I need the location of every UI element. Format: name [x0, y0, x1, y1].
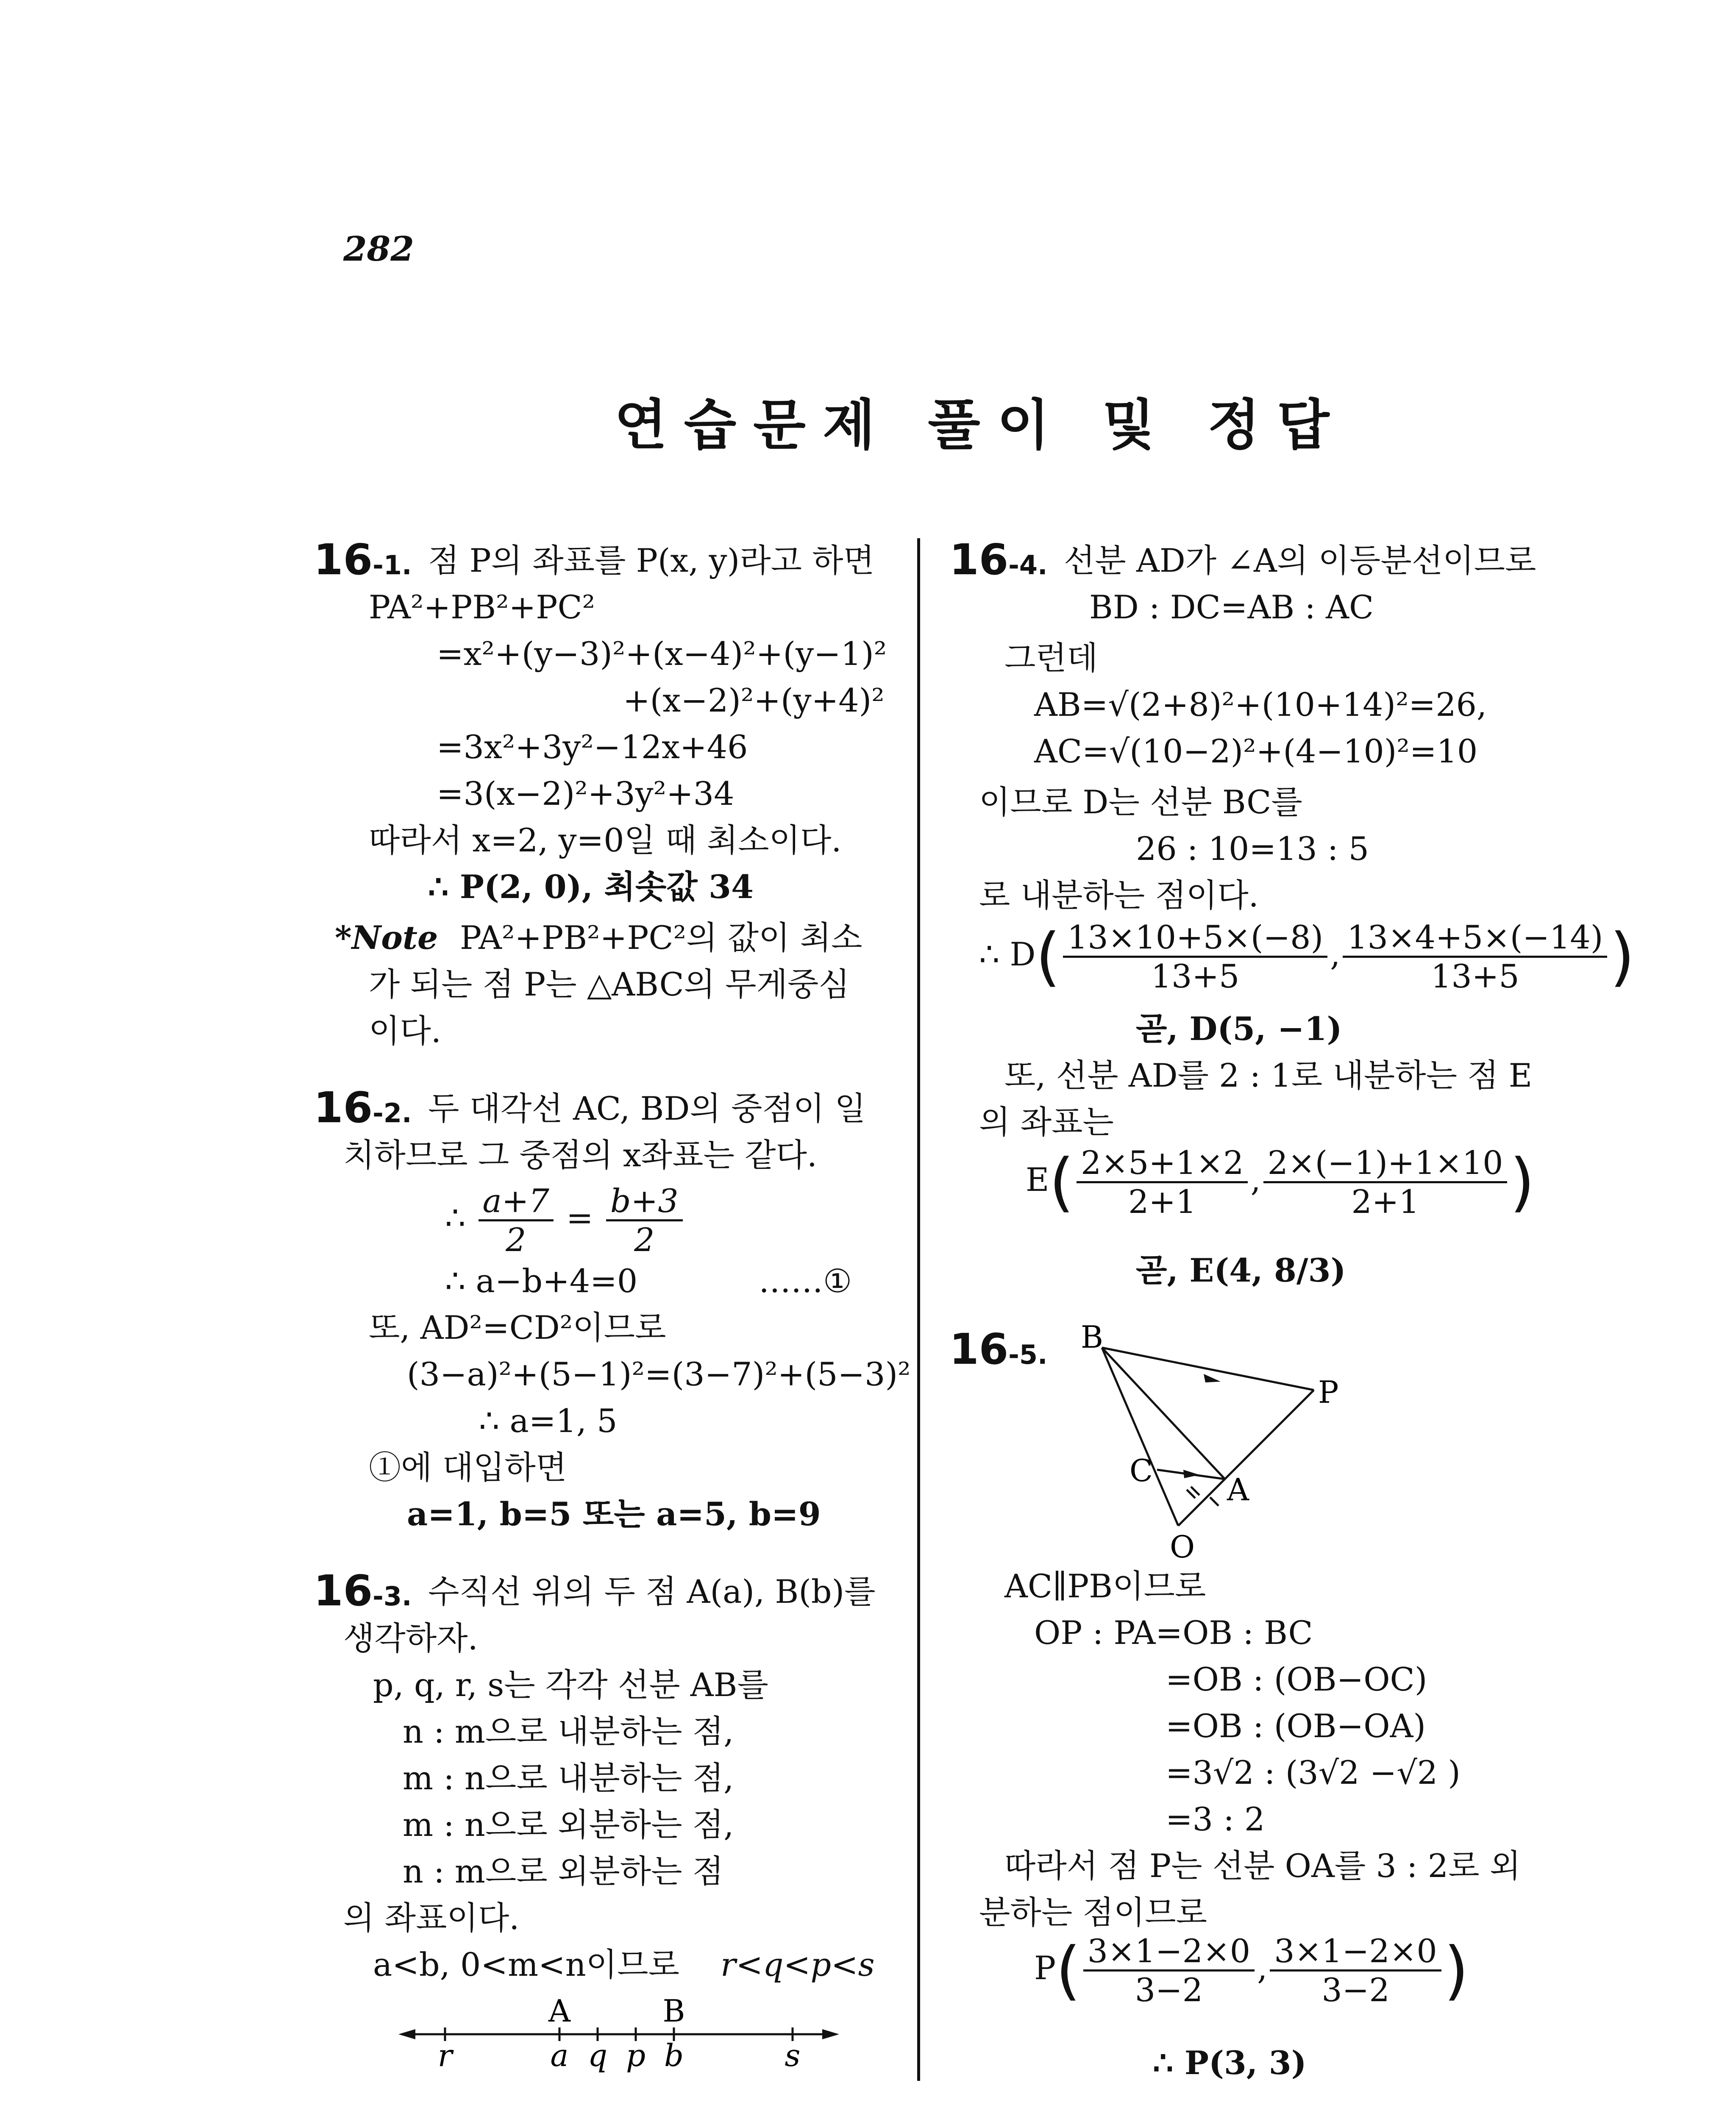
note-line: 가 되는 점 P는 △ABC의 무게중심	[369, 965, 850, 1003]
p4-line: 또, 선분 AD를 2 : 1로 내분하는 점 E	[1004, 1057, 1533, 1094]
p3-line: n : m으로 내분하는 점,	[403, 1713, 734, 1750]
arrow-icon	[1204, 1374, 1221, 1382]
tick-label-s: s	[785, 2038, 801, 2073]
p4-line: 곧, D(5, −1)	[1136, 1010, 1342, 1048]
p3-line: m : n으로 외분하는 점,	[403, 1806, 734, 1844]
tick-label-r: r	[437, 2038, 453, 2073]
p3-line: p, q, r, s는 각각 선분 AB를	[373, 1666, 768, 1704]
denominator: 2+1	[1128, 1183, 1196, 1221]
arrow-icon	[1183, 1470, 1199, 1478]
numerator: 2×(−1)+1×10	[1263, 1144, 1508, 1183]
p4-line: 곧, E(4, 8/3)	[1136, 1251, 1346, 1289]
p4-line: 이므로 D는 선분 BC를	[979, 783, 1302, 821]
p3-line: 의 좌표이다.	[343, 1899, 520, 1937]
p5-line: ∴ P(3, 3)	[1153, 2044, 1307, 2082]
p1-line: 따라서 x=2, y=0일 때 최소이다.	[369, 821, 842, 859]
fraction	[1077, 1144, 1248, 1221]
p5-line: 분하는 점이므로	[979, 1894, 1207, 1931]
denominator: 2+1	[1351, 1183, 1419, 1221]
fraction	[1263, 1144, 1508, 1221]
p5-line: =OB : (OB−OC)	[1166, 1660, 1427, 1698]
p2-line: a=1, b=5 또는 a=5, b=9	[407, 1495, 821, 1533]
equation-marker: ……①	[759, 1262, 852, 1300]
p4-E-expression: E( $\frac{2\times 5+1\times 2}{2+1}$ , $\frac{2\times(-1)+1\times 10}{2+1}$ )	[1026, 1144, 1535, 1221]
p4-line: 그런데	[1004, 639, 1098, 677]
note-label: *Note	[335, 919, 438, 957]
denominator: 3−2	[1135, 1971, 1203, 2009]
page-title: 연습문제 풀이 및 정답	[615, 393, 1347, 457]
tick-label-p: p	[626, 2038, 646, 2073]
problem-16-3-label: 16-3.	[314, 1566, 412, 1616]
arrow-left-icon	[398, 2029, 415, 2039]
p5-P-expression: P( $\frac{3\times 1-2\times 0}{3-2}$ , $\frac{3\times 1-2\times 0}{3-2}$ )	[1034, 1932, 1469, 2009]
p5-line: OP : PA=OB : BC	[1034, 1614, 1313, 1652]
p2-line: 두 대각선 AC, BD의 중점이 일	[428, 1090, 866, 1127]
p3-line: m : n으로 내분하는 점,	[403, 1759, 734, 1797]
p3-line: r<q<p<s	[721, 1946, 875, 1983]
point-P-label: P	[1034, 1949, 1056, 1987]
point-label-A: A	[548, 1993, 570, 2029]
fraction	[1270, 1933, 1441, 2009]
column-divider	[917, 538, 920, 2081]
p4-D-expression: ∴ D( $\frac{13\times 10+5\times(-8)}{13+5}$ , $\frac{13\times 4+5\times(-14)}{13+5}$ )	[979, 918, 1635, 996]
numerator: 3×1−2×0	[1270, 1933, 1441, 1972]
page-number: 282	[343, 229, 414, 269]
triangle-figure	[1072, 1322, 1369, 1560]
segment-PA	[1225, 1390, 1314, 1479]
p2-equation	[445, 1182, 685, 1259]
paren-open: (	[1056, 1933, 1081, 2008]
paren-close: )	[1610, 920, 1635, 994]
p4-line: 로 내분하는 점이다.	[979, 876, 1259, 914]
problem-16-4-label: 16-4.	[949, 535, 1048, 584]
therefore-symbol: ∴	[445, 1199, 466, 1237]
segment-OA	[1178, 1479, 1225, 1526]
denominator: 13+5	[1151, 957, 1240, 996]
paren-close: )	[1510, 1145, 1535, 1219]
p4-line: AB=√(2+8)²+(10+14)²=26,	[1034, 686, 1487, 723]
fraction	[479, 1182, 554, 1259]
fraction	[606, 1182, 683, 1259]
p1-line: 점 P의 좌표를 P(x, y)라고 하면	[428, 542, 875, 579]
point-D-label: ∴ D	[979, 935, 1036, 973]
p5-line: =OB : (OB−OA)	[1166, 1707, 1426, 1745]
denominator: 3−2	[1321, 1971, 1390, 2009]
numerator: 3×1−2×0	[1083, 1933, 1255, 1972]
fraction	[1343, 919, 1607, 995]
fraction	[1063, 919, 1327, 995]
p2-line: (3−a)²+(5−1)²=(3−7)²+(5−3)²	[407, 1355, 911, 1393]
numerator: 2×5+1×2	[1077, 1144, 1248, 1183]
numerator: a+7	[479, 1182, 554, 1221]
p2-line: 또, AD²=CD²이므로	[369, 1309, 666, 1346]
denominator: 2	[506, 1221, 526, 1259]
p5-line: 따라서 점 P는 선분 OA를 3 : 2로 외	[1004, 1847, 1521, 1885]
p1-line: PA²+PB²+PC²	[369, 588, 595, 626]
arrow-right-icon	[822, 2029, 839, 2039]
p1-line: +(x−2)²+(y+4)²	[623, 681, 885, 719]
p5-line: =3√2 : (3√2 −√2 )	[1166, 1754, 1461, 1791]
equals-sign: =	[566, 1199, 593, 1237]
p3-line: n : m으로 외분하는 점	[403, 1852, 724, 1890]
p5-line: =3 : 2	[1166, 1800, 1265, 1838]
p3-line: 생각하자.	[343, 1619, 478, 1657]
paren-open: (	[1049, 1145, 1074, 1219]
tick-label-q: q	[587, 2038, 608, 2073]
p3-line: a<b, 0<m<n이므로	[373, 1946, 679, 1983]
p4-line: 선분 AD가 ∠A의 이등분선이므로	[1064, 542, 1536, 579]
problem-16-2-label: 16-2.	[314, 1083, 412, 1132]
numerator: 13×4+5×(−14)	[1343, 919, 1607, 958]
segment-BO	[1102, 1348, 1178, 1526]
p1-line: =x²+(y−3)²+(x−4)²+(y−1)²	[437, 635, 887, 673]
numerator: b+3	[606, 1182, 683, 1221]
p2-line: ∴ a=1, 5	[479, 1402, 618, 1440]
vertex-label-A: A	[1227, 1472, 1249, 1507]
tick-label-a: a	[550, 2038, 569, 2073]
paren-open: (	[1035, 920, 1060, 994]
p1-line: =3(x−2)²+3y²+34	[437, 775, 734, 812]
problem-16-1-label: 16-1.	[314, 535, 412, 584]
p3-line: 수직선 위의 두 점 A(a), B(b)를	[428, 1573, 876, 1610]
numerator: 13×10+5×(−8)	[1063, 919, 1327, 958]
number-line-figure	[398, 1992, 839, 2081]
p5-line: AC∥PB이므로	[1004, 1567, 1206, 1605]
point-E-label: E	[1026, 1160, 1049, 1199]
problem-16-5-label: 16-5.	[949, 1324, 1048, 1374]
p2-line: ∴ a−b+4=0	[445, 1262, 638, 1300]
p2-line: ①에 대입하면	[369, 1449, 567, 1486]
note-line: PA²+PB²+PC²의 값이 최소	[460, 919, 862, 957]
p4-line: BD : DC=AB : AC	[1089, 588, 1374, 626]
segment-BA	[1102, 1348, 1225, 1479]
fraction	[1083, 1933, 1255, 2009]
p4-line: 의 좌표는	[979, 1103, 1114, 1141]
p4-line: AC=√(10−2)²+(4−10)²=10	[1034, 732, 1478, 770]
p1-line: =3x²+3y²−12x+46	[437, 728, 748, 766]
p2-line: 치하므로 그 중점의 x좌표는 같다.	[343, 1136, 818, 1174]
vertex-label-C: C	[1130, 1453, 1153, 1488]
denominator: 2	[634, 1221, 655, 1259]
point-label-B: B	[662, 1993, 685, 2029]
tick-label-b: b	[664, 2038, 684, 2073]
p4-line: 26 : 10=13 : 5	[1136, 830, 1369, 868]
vertex-label-P: P	[1318, 1374, 1339, 1410]
note-line: 이다.	[369, 1012, 441, 1050]
p1-line: ∴ P(2, 0), 최솟값 34	[428, 868, 754, 906]
segment-BP	[1102, 1348, 1314, 1390]
denominator: 13+5	[1430, 957, 1519, 996]
vertex-label-O: O	[1170, 1529, 1195, 1560]
paren-close: )	[1444, 1933, 1469, 2008]
vertex-label-B: B	[1081, 1322, 1103, 1355]
